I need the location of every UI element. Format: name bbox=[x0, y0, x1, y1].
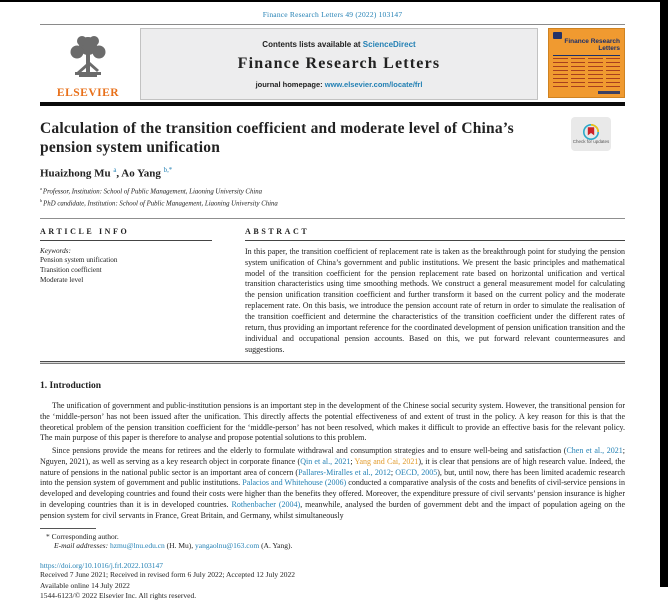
text-segment: , Ao Yang bbox=[116, 167, 164, 180]
text-segment: b,* bbox=[163, 166, 173, 174]
available-online-line: Available online 14 July 2022 bbox=[40, 580, 130, 590]
doi-link[interactable]: https://doi.org/10.1016/j.frl.2022.103147 bbox=[40, 561, 163, 571]
received-dates-line: Received 7 June 2021; Received in revised form 6 July 2022; Accepted 12 July 2022 bbox=[40, 570, 295, 580]
journal-ref-row bbox=[40, 2, 625, 22]
text-segment: Huaizhong Mu bbox=[40, 167, 114, 180]
footnote-block bbox=[40, 528, 625, 550]
abstract-bottom-rule bbox=[40, 361, 625, 364]
journal-title: Finance Research Letters bbox=[237, 54, 441, 72]
top-rule bbox=[40, 24, 625, 25]
keyword-1: Pension system unification bbox=[40, 255, 118, 264]
introduction-paragraph-1: The unification of government and public-institution pensions is an important step in the development of the Chinese social security system. However, the transitional pension for the ‘middle-person’ has not been issued after the unification. This directly affects the potential effectiveness of and extent of trust in the policy. A key reason for this is that the theoretical problem of the pension transition coefficient for the ‘middle-person’ has not been resolved, which makes it difficult to provide an effective basis for the relevant policy. The main purpose of this paper is therefore to analyse and propose potential solutions to this problem. bbox=[40, 401, 625, 443]
check-for-updates-label: Check for updates bbox=[572, 138, 610, 144]
journal-info-box bbox=[140, 28, 538, 100]
copyright-line: 1544-6123/© 2022 Elsevier Inc. All rights reserved. bbox=[40, 590, 197, 600]
cover-rule bbox=[553, 55, 620, 56]
section-rule bbox=[40, 218, 625, 219]
citation-link[interactable]: yangaolnu@163.com bbox=[195, 541, 260, 551]
elsevier-logo[interactable] bbox=[40, 28, 136, 100]
header-divider-bar bbox=[40, 102, 625, 106]
corresponding-author-note: * Corresponding author. bbox=[46, 532, 119, 542]
article-info-heading: ARTICLE INFO bbox=[40, 227, 212, 241]
text-segment: E-mail addresses: bbox=[54, 541, 110, 551]
affiliations bbox=[40, 186, 625, 208]
text-segment: a bbox=[113, 166, 117, 174]
text-segment: Contents lists available at bbox=[262, 39, 363, 49]
citation-link[interactable]: Qin et al., 2021 bbox=[300, 456, 351, 466]
journal-ref-link[interactable]: Finance Research Letters 49 (2022) 103147 bbox=[262, 10, 403, 19]
abstract-heading: ABSTRACT bbox=[245, 227, 625, 241]
citation-link[interactable]: OECD, 2005 bbox=[395, 467, 438, 477]
citation-link[interactable]: Chen et al., 2021 bbox=[566, 446, 623, 456]
journal-header bbox=[40, 28, 625, 100]
cover-title: Finance Research Letters bbox=[564, 38, 620, 53]
citation-link[interactable]: Palacios and Whitehouse (2006) bbox=[242, 478, 347, 488]
doi-line bbox=[40, 561, 625, 570]
citation-link[interactable]: Yang and Cai, 2021 bbox=[354, 456, 419, 466]
text-segment: ; bbox=[390, 467, 396, 477]
affiliation-b bbox=[40, 198, 625, 209]
keyword-3: Moderate level bbox=[40, 275, 84, 284]
citation-link[interactable]: ScienceDirect bbox=[362, 39, 416, 49]
citation-link[interactable]: Rothenbacher (2004) bbox=[231, 499, 301, 509]
cover-footer-mark bbox=[598, 91, 620, 94]
journal-homepage-line bbox=[256, 80, 423, 89]
introduction-heading: 1. Introduction bbox=[40, 381, 102, 392]
text-segment: PhD candidate, Institution: School of Public Management, Liaoning University China bbox=[43, 199, 278, 207]
introduction-paragraph-2 bbox=[40, 446, 625, 521]
text-segment: ), but, until now, there has been limited academic research into the pension system of government and public institutions. bbox=[40, 467, 626, 488]
journal-cover-thumbnail[interactable] bbox=[548, 28, 625, 98]
page-body bbox=[0, 2, 668, 601]
elsevier-wordmark: ELSEVIER bbox=[56, 87, 120, 99]
cover-toc-lines bbox=[553, 58, 620, 88]
text-segment: ; bbox=[350, 456, 355, 466]
citation-link[interactable]: hzmu@lnu.edu.cn bbox=[109, 541, 165, 551]
text-segment: ; Nguyen, 2021), as well as serving as a key research object in corporate finance ( bbox=[40, 446, 625, 466]
check-for-updates-badge[interactable] bbox=[571, 117, 611, 151]
text-segment: b bbox=[40, 197, 44, 203]
article-info-column bbox=[40, 227, 212, 357]
email-addresses-line bbox=[40, 541, 625, 550]
elsevier-tree-icon bbox=[65, 34, 111, 89]
text-segment: conducted a comparative analysis of the costs and benefits of civil-service pensions in developed and developing countries and found their costs were higher than the benefits they offered. Moreover, the expenditure pressure of civil servants’ pension insurance is higher in developing countries than it is in developed countries. bbox=[40, 478, 626, 509]
title-block bbox=[40, 119, 625, 158]
keywords-label: Keywords: bbox=[40, 246, 71, 255]
text-segment: a bbox=[40, 186, 43, 192]
text-segment: ), it is clear that pensions are of high research value. Indeed, the nature of pensions in the national public sector is an important area of concern ( bbox=[40, 456, 626, 477]
footnote-rule bbox=[40, 528, 96, 529]
contents-list-line bbox=[262, 40, 415, 49]
check-for-updates-icon bbox=[583, 124, 599, 140]
text-segment: journal homepage: bbox=[255, 79, 325, 89]
text-segment: Since pensions provide the means for retirees and the elderly to formulate withdrawal and consumption strategies and to ensure well-being and satisfaction ( bbox=[52, 446, 567, 456]
text-segment: Professor, Institution: School of Public Management, Liaoning University China bbox=[42, 188, 263, 196]
abstract-text: In this paper, the transition coefficient of replacement rate is taken as the breakthrough point for studying the pension system unification of China’s government and public institutions. We present the basic principles and mathematical model of the transition coefficient for the pension replacement rate based on horizontal unification and vertical transition characteristics using time smoothing methods. We construct a general measurement model for calculating the pension unification transition coefficient and further transform it based on the current policy and the moderate replacement rate. On this basis, we introduce the pension account rate of return in order to simulate the realisation of the transition coefficient and determine the characteristics of the transition coefficient under the different rates of return, thus providing an important reference for the coordinated development of pension unification transition and the individual and occupational pension accounts. Based on this, we put forward relevant countermeasures and suggestions. bbox=[245, 246, 625, 355]
text-segment: (A. Yang). bbox=[259, 541, 293, 551]
article-title: Calculation of the transition coefficient and moderate level of China’s pension system unification bbox=[40, 120, 514, 157]
author-line bbox=[40, 167, 625, 180]
affiliation-a bbox=[40, 186, 625, 197]
text-segment: (H. Mu), bbox=[164, 541, 195, 551]
citation-link[interactable]: www.elsevier.com/locate/frl bbox=[324, 79, 423, 89]
info-abstract-section bbox=[40, 227, 625, 357]
abstract-column bbox=[245, 227, 625, 357]
citation-link[interactable]: Pallares-Miralles et al., 2012 bbox=[298, 467, 391, 477]
keyword-2: Transition coefficient bbox=[40, 265, 102, 274]
text-segment: , meanwhile, analysed the burden of government debt and the impact of population ageing on the pension system for civil servants in France, Great Britain, and Germany, whilst simultaneously bbox=[40, 499, 626, 520]
